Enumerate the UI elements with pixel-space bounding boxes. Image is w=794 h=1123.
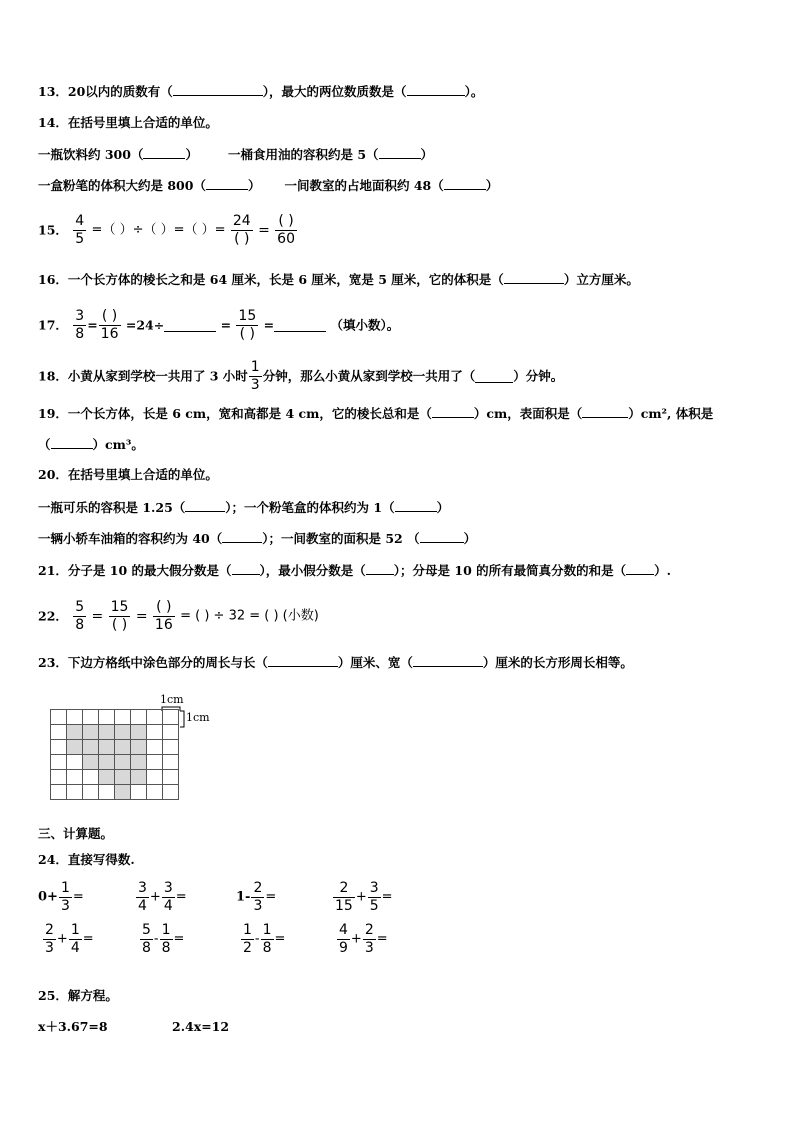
grid-cell [147,770,163,785]
q24-fraction-b [69,922,82,957]
grid-cell [163,755,179,770]
q18-blank[interactable] [475,370,513,383]
q15-f2-num: 24 [232,213,251,229]
q17-blank-1[interactable] [164,319,216,332]
q24-fraction-a [136,880,149,915]
grid-cell-shaded [131,770,147,785]
grid-cell [147,725,163,740]
q23-text-a: 23．下边方格纸中涂色部分的周长与长（ [38,655,268,670]
q24-fraction-a-num: 4 [339,922,348,938]
q24-fraction-a-den: 9 [339,940,348,956]
grid-cell [147,740,163,755]
grid-cm-side-bracket [180,711,184,727]
q21-line [38,562,671,579]
grid-cell [163,725,179,740]
q18-text-c: ）分钟。 [513,368,564,384]
grid-cell [99,710,115,725]
grid-cell-shaded [99,725,115,740]
q24-fraction-a [59,880,72,915]
q14-blank-2[interactable] [379,146,421,159]
q24-fraction-a [43,922,56,957]
q24-fraction-b [363,922,376,957]
q24-equals: = [173,931,185,947]
q24-prefix: 1- [236,889,251,905]
grid-cell-shaded [67,725,83,740]
q20-title: 20．在括号里填上合适的单位。 [38,467,218,482]
q20-l1-text-c: ） [436,500,450,515]
q17-tail: （填小数）。 [330,317,400,333]
grid-cell-shaded [115,725,131,740]
q19-line2 [38,436,144,453]
grid-cell-shaded [131,725,147,740]
q15-f3-den: 60 [277,231,295,247]
q24-fraction-a-num: 2 [253,880,263,896]
q24-fraction-b [368,880,381,915]
q24-operator: + [56,931,68,947]
q13-text-a: 13．20以内的质数有（ [38,84,173,99]
q14-l1-text-b: ） [185,147,198,162]
q15-line [38,210,298,251]
q25-equation-2: 2.4x=12 [172,1019,230,1034]
grid-cell-shaded [115,755,131,770]
q24-equals: = [274,931,286,947]
q19-text-e: ）cm³。 [92,437,144,452]
q14-l2-text-a: 一盒粉笔的体积大约是 800（ [38,178,206,193]
q24-fraction-a-den: 3 [60,898,70,914]
q20-l2-text-b: ）；一间教室的面积是 52 （ [262,531,420,546]
q14-blank-3[interactable] [206,177,248,190]
q14-line2 [38,177,498,194]
q22-eq1: = [91,608,104,625]
q24-operator: - [254,931,260,947]
grid-cell-shaded [115,770,131,785]
grid-cell-shaded [99,755,115,770]
q22-fraction-3 [153,599,175,634]
q21-text-a: 21．分子是 10 的最大假分数是（ [38,563,232,578]
grid-cell-shaded [83,740,99,755]
q16-line [38,271,639,288]
grid-cell [147,755,163,770]
q24-operator: - [153,931,159,947]
q23-blank-1[interactable] [268,654,338,667]
q24-fraction-b-num: 1 [262,922,272,938]
q24-equals: = [381,889,393,905]
q25-equation-1: x＋3.67=8 [38,1019,108,1034]
grid-cell [163,785,179,800]
grid-cell-shaded [83,725,99,740]
q24-fraction-b-den: 8 [262,940,272,956]
q17-fraction-1 [73,308,86,343]
q22-f2-den-blank[interactable]: ( ) [111,617,128,633]
q24-fraction-a-num: 2 [45,922,54,938]
q18-text-b: 分钟，那么小黄从家到学校一共用了（ [262,368,476,384]
q16-blank[interactable] [504,271,564,284]
q24-fraction-a [241,922,254,957]
q19-text-c: ）cm², 体积是 [628,406,714,421]
q24-expression [139,920,184,959]
q24-fraction-a-num: 2 [333,880,355,898]
q14-l1-text-d: ） [420,147,434,162]
q22-fraction-1 [73,599,86,634]
q24-equals: = [376,931,388,947]
q15-f1-den: 5 [75,231,85,247]
q20-l1-text-b: ）；一个粉笔盒的体积约为 1（ [225,500,395,515]
q20-blank-2[interactable] [395,499,437,512]
grid-row [51,755,179,770]
q24-fraction-a [337,922,350,957]
q14-blank-1[interactable] [143,146,185,159]
q20-line1 [38,499,449,516]
grid-cell-shaded [99,740,115,755]
q18-fraction [249,359,262,394]
q24-fraction-a-num: 3 [138,880,147,896]
grid-row [51,740,179,755]
q23-line [38,654,633,671]
q24-fraction-a-den: 8 [142,940,151,956]
q13-line [38,83,483,100]
q13-text-b: ），最大的两位数质数是（ [262,84,407,99]
grid-cell [67,710,83,725]
q23-text-c: ）厘米的长方形周长相等。 [482,655,633,670]
q20-l1-text-a: 一瓶可乐的容积是 1.25（ [38,500,186,515]
q20-l2-text-c: ） [463,531,477,546]
q24-fraction-b-den: 3 [364,940,374,956]
q19-text-b: ）cm，表面积是（ [473,406,583,421]
q15-f2-den-blank[interactable]: ( ) [234,231,250,247]
q19-text-d: （ [38,437,51,452]
q15-fraction-2 [231,213,253,248]
q24-equals: = [265,889,277,905]
q24-fraction-b-den: 4 [163,898,173,914]
q24-fraction-b-den: 4 [70,940,80,956]
q22-f1-num: 5 [75,599,85,615]
q21-text-b: ），最小假分数是（ [259,563,366,578]
q17-f1-num: 3 [75,308,85,324]
q24-fraction-b-den: 8 [161,940,171,956]
q20-l2-text-a: 一辆小轿车油箱的容积约为 40（ [38,531,223,546]
grid-row [51,785,179,800]
q18-line [38,357,563,396]
q15-f3-num-blank[interactable]: ( ) [275,213,297,231]
q13-blank-2[interactable] [407,83,465,96]
q24-fraction-b [261,922,274,957]
q24-operator: + [355,889,367,905]
q14-l1-text-a: 一瓶饮料约 300（ [38,147,144,162]
q19-blank-1[interactable] [432,405,474,418]
q24-row-1 [0,878,794,918]
grid-row [51,725,179,740]
q24-fraction-a [333,880,355,915]
q17-f2-num-blank[interactable]: ( ) [99,308,121,326]
q15-eq: = [258,222,270,239]
grid-cell-shaded [131,740,147,755]
grid-cell [131,785,147,800]
q24-fraction-b-den: 5 [369,898,379,914]
q15-middle: =（ ）÷（ ）=（ ）= [91,222,226,238]
q14-l1-text-c: 一桶食用油的容积约是 5（ [227,147,379,162]
grid-cell-shaded [83,755,99,770]
q17-eq3: = [263,317,275,333]
grid-cell [51,755,67,770]
q24-fraction-b-num: 1 [70,922,80,938]
grid-cell [51,740,67,755]
q14-l2-text-b: ） [247,178,261,193]
q15-fraction-3 [275,213,297,248]
q20-blank-4[interactable] [420,530,464,543]
grid-cell-shaded [115,740,131,755]
q14-title: 14．在括号里填上合适的单位。 [38,115,218,130]
q22-tail: = ( ) ÷ 32 = ( ) (小数) [180,608,319,624]
q19-line1 [38,405,713,422]
grid-row [51,710,179,725]
q24-fraction-b-num: 2 [364,922,374,938]
q17-fraction-3 [236,308,258,343]
q17-f2-den: 16 [100,326,119,342]
q13-text-c: ）。 [464,84,484,99]
q13-blank-1[interactable] [173,83,263,96]
grid-cell [51,725,67,740]
q24-expression [240,920,285,959]
q24-fraction-b [160,922,173,957]
grid-cell [115,710,131,725]
q22-f3-den: 16 [154,617,173,633]
section-3-title: 三、计算题。 [38,826,114,841]
q17-f1-den: 8 [75,326,85,342]
grid-table [50,709,179,800]
q21-text-d: ）. [654,563,671,578]
q18-f-den: 3 [250,377,260,393]
q24-expression [332,878,393,917]
grid-cm-side-label: 1cm [186,711,210,724]
q24-operator: + [350,931,362,947]
grid-cell [99,785,115,800]
q15-fraction-1 [73,213,86,248]
q24-title: 24．直接写得数. [38,852,135,867]
grid-cell [51,770,67,785]
grid-cell [51,785,67,800]
grid-cell [51,710,67,725]
q24-fraction-b [162,880,175,915]
q17-middle: =24÷ [125,317,165,333]
q24-row-2 [0,920,794,960]
grid-cell [67,785,83,800]
q20-blank-3[interactable] [222,530,262,543]
grid-cell-shaded [99,770,115,785]
q24-fraction-a [140,922,153,957]
grid-cell [147,785,163,800]
q17-fraction-2 [99,308,121,343]
q24-fraction-a-num: 1 [243,922,252,938]
q22-line [38,595,319,638]
q24-fraction-a-num: 1 [60,880,70,896]
q24-expression [336,920,388,959]
q24-fraction-a-den: 3 [45,940,54,956]
q19-text-a: 19．一个长方体，长是 6 cm，宽和高都是 4 cm，它的棱长总和是（ [38,406,432,421]
q22-f1-den: 8 [75,617,85,633]
q17-eq2: = [220,317,232,333]
q17-eq1: = [87,317,98,333]
q24-operator: + [149,889,161,905]
q24-expression [135,878,187,917]
q14-l2-text-d: ） [485,178,499,193]
grid-cell [67,755,83,770]
grid-cell [83,785,99,800]
grid-cell [83,710,99,725]
q22-label: 22． [38,608,68,624]
q19-blank-2[interactable] [582,405,628,418]
q24-expression [236,878,276,917]
q23-blank-2[interactable] [413,654,483,667]
q17-f3-den-blank[interactable]: ( ) [239,326,255,342]
grid-cell [163,740,179,755]
q15-f1-num: 4 [75,213,85,229]
q24-fraction-a [251,880,264,915]
q14-l2-text-c: 一间教室的占地面积约 48（ [284,178,444,193]
q24-fraction-a-den: 4 [138,898,147,914]
q24-prefix: 0+ [38,889,58,905]
q16-text-b: ）立方厘米。 [563,272,639,287]
q21-blank-2[interactable] [366,562,394,575]
q22-f2-num: 15 [110,599,129,615]
q21-text-c: ）；分母是 10 的所有最简真分数的和是（ [393,563,627,578]
q24-fraction-b-num: 3 [369,880,379,896]
q24-expression [42,920,94,959]
q16-text-a: 16．一个长方体的棱长之和是 64 厘米，长是 6 厘米，宽是 5 厘米，它的体积是（ [38,272,504,287]
q25-title: 25．解方程。 [38,988,118,1003]
q14-blank-4[interactable] [444,177,486,190]
grid-cell [163,770,179,785]
q22-eq2: = [135,608,148,625]
q24-fraction-a-den: 2 [243,940,252,956]
grid-cell-shaded [131,755,147,770]
grid-cell-shaded [115,785,131,800]
q24-fraction-b-num: 1 [161,922,171,938]
q24-fraction-a-den: 3 [253,898,263,914]
q24-equals: = [72,889,84,905]
q22-f3-num-blank[interactable]: ( ) [153,599,175,617]
grid-cell [131,710,147,725]
q20-line2 [38,530,476,547]
q21-blank-1[interactable] [232,562,260,575]
q17-line [38,305,399,346]
q15-label: 15． [38,222,68,238]
q24-fraction-b-num: 3 [163,880,173,896]
grid-cell [67,770,83,785]
q24-fraction-a-den: 15 [335,898,353,914]
q23-text-b: ）厘米、宽（ [337,655,413,670]
grid-cell-shaded [67,740,83,755]
q24-equals: = [175,889,187,905]
q17-f3-num: 15 [238,308,257,324]
q17-blank-2[interactable] [274,319,326,332]
q24-equals: = [82,931,94,947]
grid-cell [83,770,99,785]
grid-figure [50,709,179,800]
grid-cm-top-label: 1cm [160,693,184,706]
q19-blank-3[interactable] [51,436,93,449]
q24-expression [38,878,84,917]
q14-line1 [38,146,433,163]
q17-label: 17． [38,317,68,333]
q24-fraction-a-num: 5 [142,922,151,938]
grid-cell [163,710,179,725]
q22-fraction-2 [109,599,131,634]
q18-f-num: 1 [250,359,260,375]
q21-blank-3[interactable] [626,562,654,575]
q18-text-a: 18．小黄从家到学校一共用了 3 小时 [38,368,248,384]
grid-cell [147,710,163,725]
q20-blank-1[interactable] [185,499,225,512]
grid-row [51,770,179,785]
